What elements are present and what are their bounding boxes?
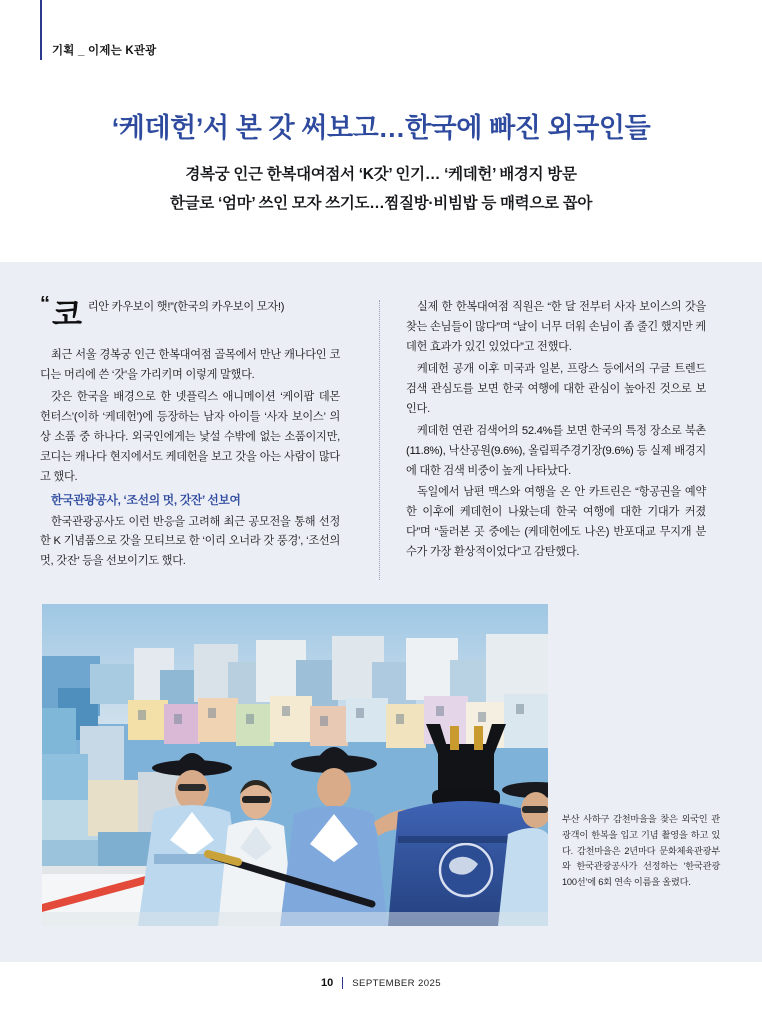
paragraph: 실제 한 한복대여점 직원은 “한 달 전부터 사자 보이스의 갓을 찾는 손님들이 많다”며 “날이 너무 더워 손님이 좀 줄긴 했지만 케데헌 효과가 있긴 있었다”고 전했다. [406, 301, 706, 353]
paragraph: 갓은 한국을 배경으로 한 넷플릭스 애니메이션 ‘케이팝 데몬 헌터스’(이하 ‘케데헌’)에 등장하는 남자 아이들 ‘사자 보이스’ 의상 소품 중 하나다. 외국인에게는 낯설 수밖에 없는 소품이지만, 코디는 캐나다 현지에서도 케데헌을 보고 갓을 아는 사람이 많다고 했다. [40, 390, 340, 483]
gamcheon-village-hanbok-tourists-photo [42, 604, 548, 926]
page-footer [0, 968, 762, 998]
article-column-right [406, 298, 706, 563]
article-photo [42, 604, 548, 926]
subheadline-line-1: 경복궁 인근 한복대여점서 ‘K갓’ 인기… ‘케데헌’ 배경지 방문 [185, 166, 577, 184]
drop-cap: 코 [52, 297, 82, 332]
column-divider [379, 300, 381, 580]
footer-divider [342, 977, 343, 989]
issue-date: SEPTEMBER 2025 [352, 977, 442, 989]
photo-caption: 부산 사하구 감천마을을 찾은 외국인 관광객이 한복을 입고 기념 촬영을 하고 있다. 감천마을은 2년마다 문화체육관광부와 한국관광공사가 선정하는 ‘한국관광 100선’에 6회 연속 이름을 올렸다. [562, 814, 720, 888]
lead-paragraph-text: 리안 카우보이 햇!”(한국의 카우보이 모자!) [87, 301, 285, 313]
section-kicker: 기획 _ 이제는 K관광 [52, 45, 157, 57]
open-quote-mark: “ [40, 293, 50, 315]
subheadline [0, 161, 762, 218]
paragraph: 한국관광공사도 이런 반응을 고려해 최근 공모전을 통해 선정한 K 기념품으로 갓을 모티브로 한 ‘이리 오너라 갓 풍경’, ‘조선의 멋, 갓잔’ 등을 선보이기도 했다. [40, 515, 340, 568]
lead-paragraph [40, 293, 340, 344]
article-column-left [40, 293, 340, 572]
paragraph: 케데헌 연관 검색어의 52.4%를 보면 한국의 특정 장소로 북촌(11.8%), 낙산공원(9.6%), 올림픽주경기장(9.6%) 등 실제 배경지에 대한 검색 비중이 높게 나타났다. [406, 424, 706, 477]
paragraph: 케데헌 공개 이후 미국과 일본, 프랑스 등에서의 구글 트렌드 검색 관심도를 보면 한국 여행에 대한 관심이 높아진 것으로 보인다. [406, 362, 706, 415]
page-number: 10 [320, 977, 334, 989]
subheadline-line-2: 한글로 ‘엄마’ 쓰인 모자 쓰기도…찜질방·비빔밥 등 매력으로 꼽아 [169, 195, 593, 213]
page-title: ‘케데헌’서 본 갓 써보고…한국에 빠진 외국인들 [111, 113, 651, 143]
header-rule-decoration [40, 0, 42, 60]
paragraph: 독일에서 남편 맥스와 여행을 온 안 카트린은 “항공권을 예약한 이후에 케데헌이 나왔는데 한국 여행에 대한 기대가 커졌다”며 “둘러본 곳 중에는 (케데헌에도 나온) 반포대교 무지개 분수가 가장 환상적이었다”고 감탄했다. [406, 486, 706, 559]
article-section-heading: 한국관광공사, ‘조선의 멋, 갓잔’ 선보여 [51, 492, 241, 507]
title-block [0, 112, 762, 219]
page-header [0, 0, 762, 74]
paragraph: 최근 서울 경복궁 인근 한복대여점 골목에서 만난 캐나다인 코디는 머리에 쓴 ‘갓’을 가리키며 이렇게 말했다. [40, 349, 340, 381]
